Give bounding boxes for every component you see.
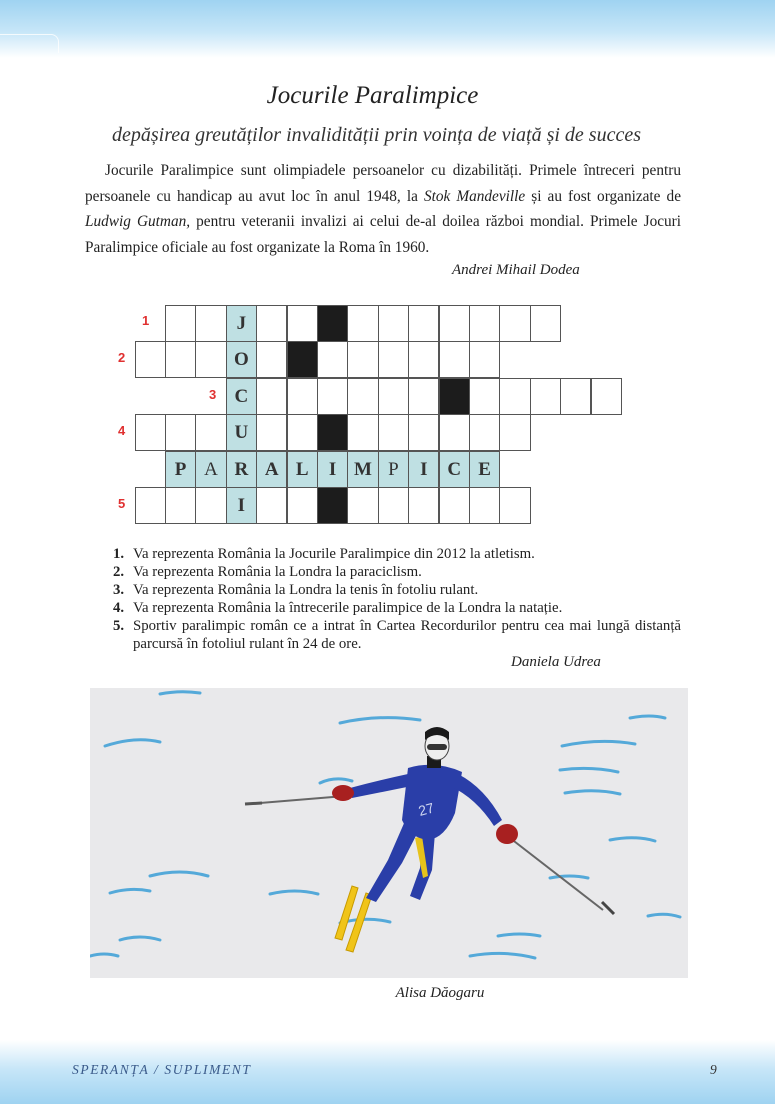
crossword-cell [408,414,439,451]
skier-illustration [90,688,688,978]
crossword-answer-cell: C [439,451,470,488]
crossword-cell [347,414,378,451]
paragraph-place: Stok Mandeville [423,187,526,205]
crossword-black-cell [287,341,318,378]
publication-name: SPERANȚA / SUPLIMENT [72,1062,252,1077]
crossword-cell [469,487,500,524]
crossword-answer-cell: P [165,451,196,488]
crossword-cell [256,414,287,451]
crossword-cell [317,378,348,415]
crossword-cell [287,305,318,342]
crossword-key-cell: U [226,414,257,451]
crossword-cell [408,487,439,524]
right-pole-basket [602,902,614,914]
clue-item [113,563,681,581]
page-number: 9 [710,1062,717,1077]
top-tab-decoration [0,34,59,53]
bib-number: 27 [416,799,436,819]
crossword-cell [256,378,287,415]
crossword-black-cell [317,414,348,451]
clue-number: 4. [113,600,125,616]
paragraph-person: Ludwig Gutman, [85,213,191,230]
crossword-cell [347,378,378,415]
crossword-cell [165,305,196,342]
crossword-cell [317,341,348,378]
crossword-answer-cell: A [256,451,287,488]
crossword-key-cell: J [226,305,257,342]
crossword-row-number: 5 [118,496,126,511]
crossword-cell [256,341,287,378]
crossword-black-cell [317,487,348,524]
crossword-clues [113,545,681,653]
left-pole-basket [245,803,262,804]
crossword-cell [469,305,500,342]
crossword-answer-cell: A [195,451,226,488]
crossword-cell [469,341,500,378]
crossword-cell [287,487,318,524]
left-arm [350,774,412,798]
left-pole [248,796,345,804]
crossword-cell [378,487,409,524]
clue-number: 1. [113,546,125,562]
clue-number: 5. [113,618,125,634]
clue-number: 3. [113,582,125,598]
right-arm [450,774,502,826]
right-pole [510,838,603,910]
article-title: Jocurile Paralimpice [266,82,479,109]
drawing-caption: Alisa Dăogaru [395,985,485,1001]
crossword-cell [165,414,196,451]
crossword-cell [439,305,470,342]
article-paragraph [85,158,681,260]
crossword-key-cell: I [226,487,257,524]
crossword-cell [530,305,561,342]
crossword-cell [287,378,318,415]
clue-text: Va reprezenta România la Jocurile Paralimpice din 2012 la atletism. [133,546,535,562]
clue-text: Va reprezenta România la întrecerile paralimpice de la Londra la natație. [133,600,563,616]
crossword-row-number: 2 [118,350,126,365]
crossword-answer-cell: I [317,451,348,488]
water-strokes [90,692,680,958]
crossword-cell [499,487,530,524]
clue-number: 2. [113,564,125,580]
clue-item [113,599,681,617]
crossword-cell [378,378,409,415]
crossword-cell [347,305,378,342]
crossword-cell [591,378,622,415]
clue-item [113,581,681,599]
paragraph-part-3: pentru veteranii invalizi ai celui de-al doilea război mondial. Primele Jocuri Paralimpice oficiale au fost organizate la Roma în 1960. [85,213,681,256]
article-author: Andrei Mihail Dodea [452,262,580,278]
crossword-cell [195,341,226,378]
right-glove [496,824,518,844]
crossword-answer-cell: P [378,451,409,488]
crossword-grid [0,0,775,540]
crossword-cell [378,414,409,451]
clue-item [113,545,681,563]
crossword-cell [347,487,378,524]
left-glove [332,785,354,801]
crossword-cell [408,305,439,342]
crossword-cell [347,341,378,378]
paragraph-part-1: Jocurile Paralimpice sunt olimpiadele persoanelor cu dizabilități. Primele întreceri pentru persoanele cu handicap au avut loc în anul 1948, la [85,162,681,205]
crossword-key-cell: C [226,378,257,415]
crossword-cell [135,487,166,524]
crossword-cell [499,414,530,451]
crossword-answer-cell: I [408,451,439,488]
crossword-cell [499,378,530,415]
crossword-cell [165,341,196,378]
crossword-cell [135,414,166,451]
crossword-cell [439,487,470,524]
paragraph-part-2: și au fost organizate de [525,187,681,205]
article-subtitle: depășirea greutăților invalidității prin voința de viață și de succes [112,124,642,146]
skier-drawing [90,688,688,978]
crossword-cell [195,305,226,342]
crossword-cell [256,305,287,342]
clue-text: Va reprezenta România la Londra la tenis în fotoliu rulant. [133,582,479,598]
crossword-cell [439,414,470,451]
crossword-cell [439,341,470,378]
crossword-cell [530,378,561,415]
crossword-row-number: 3 [209,387,217,402]
crossword-black-cell [439,378,470,415]
crossword-cell [135,341,166,378]
crossword-answer-cell: E [469,451,500,488]
crossword-cell [287,414,318,451]
crossword-cell [469,378,500,415]
crossword-row-number: 1 [142,313,150,328]
crossword-cell [165,487,196,524]
crossword-cell [256,487,287,524]
crossword-cell [408,378,439,415]
clue-text: Sportiv paralimpic român ce a intrat în Cartea Recordurilor pentru cea mai lungă distanță parcursă în fotoliul rulant în 24 de ore. [133,618,681,652]
clue-item [113,617,681,653]
crossword-cell [195,487,226,524]
crossword-cell [378,305,409,342]
crossword-answer-cell: R [226,451,257,488]
crossword-answer-cell: M [347,451,378,488]
top-decorative-band [0,0,775,58]
crossword-row-number: 4 [118,423,126,438]
crossword-cell [195,414,226,451]
skier-goggles [427,744,447,750]
crossword-cell [378,341,409,378]
crossword-answer-cell: L [287,451,318,488]
crossword-cell [408,341,439,378]
crossword-cell [469,414,500,451]
crossword-cell [499,305,530,342]
crossword-black-cell [317,305,348,342]
crossword-cell [560,378,591,415]
clue-text: Va reprezenta România la Londra la paraciclism. [133,564,422,580]
clues-author: Daniela Udrea [511,654,601,670]
crossword-key-cell: O [226,341,257,378]
